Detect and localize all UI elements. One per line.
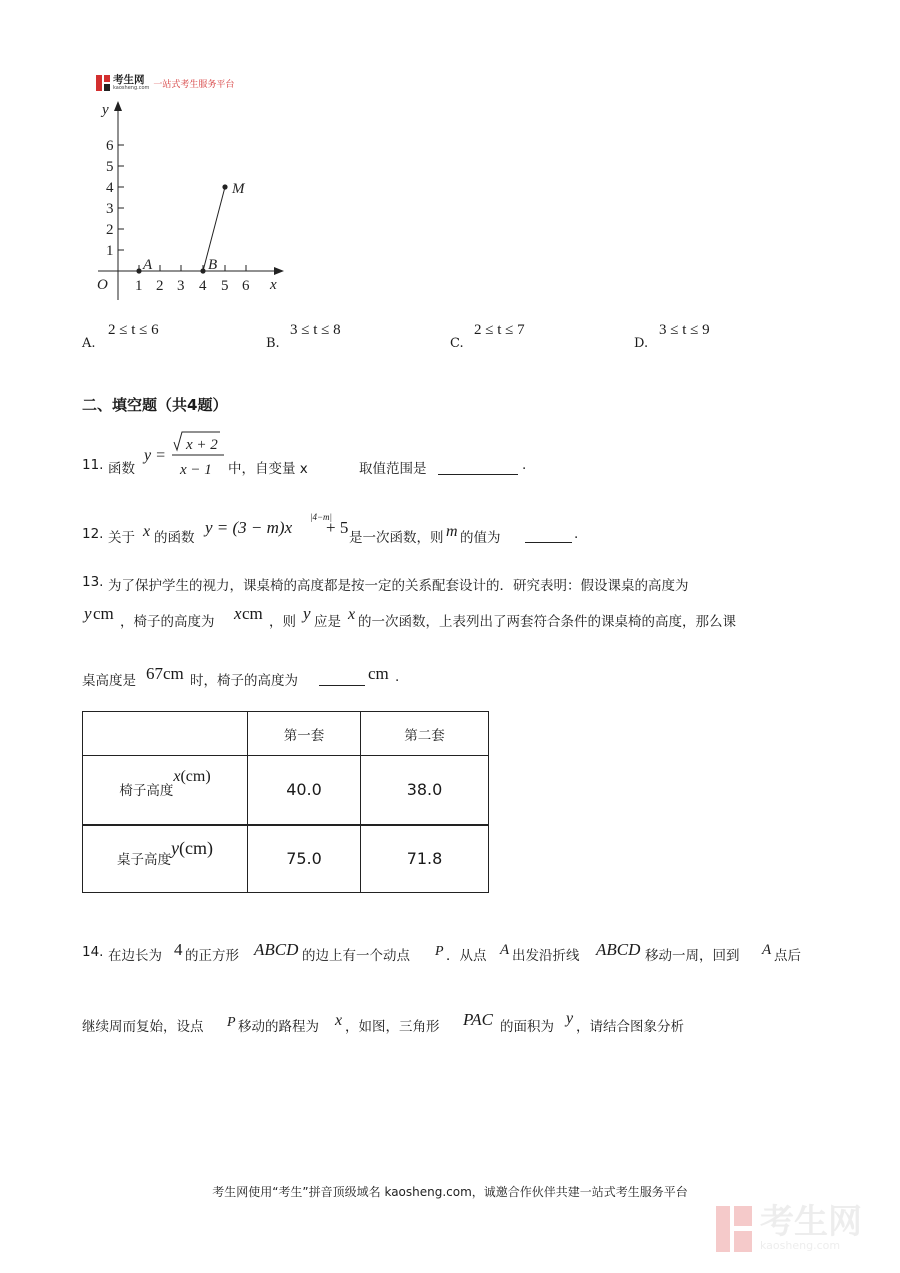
- q12-mid1: 的函数: [154, 530, 195, 546]
- row-unit: (cm): [179, 838, 213, 859]
- x-tick-label: 3: [177, 278, 185, 294]
- logo-brand-cn: 考生网: [113, 74, 145, 87]
- option-c-letter: C.: [450, 336, 464, 351]
- q14-abcd2: ABCD: [596, 940, 641, 959]
- row-var: y: [171, 838, 179, 859]
- row-label: 桌子高度: [117, 852, 171, 869]
- q14-line2-pac: PAC: [463, 1010, 493, 1029]
- row-label: 椅子高度: [119, 783, 174, 800]
- q12-post: 的值为: [460, 530, 501, 546]
- q14-c: 的边上有一个动点: [302, 948, 410, 964]
- q13-line2-b: ，则: [269, 614, 296, 630]
- y-tick-label: 6: [106, 138, 114, 154]
- y-axis-arrow-icon: [114, 101, 122, 111]
- option-b-letter: B.: [266, 336, 280, 351]
- coordinate-graph: [80, 95, 310, 310]
- q12-x: x: [143, 523, 151, 540]
- section-title: 二、填空题（共4题）: [82, 396, 228, 414]
- x-tick-label: 4: [199, 278, 207, 294]
- table-cell: 71.8: [361, 825, 489, 893]
- table-header-cell: [83, 712, 248, 756]
- y-tick-label: 3: [106, 201, 114, 217]
- point-m: [222, 184, 227, 189]
- question-13: [82, 572, 812, 692]
- q11-denominator: x − 1: [180, 462, 212, 478]
- question-14: [82, 938, 822, 1038]
- q12-exponent: |4−m|: [310, 512, 333, 522]
- watermark-en: kaosheng.com: [760, 1239, 841, 1252]
- q12-m: m: [446, 523, 458, 540]
- option-a-letter: A.: [82, 336, 96, 351]
- point-b-label: B: [208, 257, 218, 273]
- answer-options: [82, 322, 842, 356]
- logo-slogan: 一站式考生服务平台: [153, 79, 235, 90]
- q13-end: .: [395, 669, 400, 685]
- q14-number: 14.: [82, 944, 104, 960]
- q11-end: .: [522, 457, 527, 473]
- q13-height-value: 67cm: [146, 664, 184, 683]
- q13-y: y: [84, 604, 92, 623]
- q14-point-a2: A: [762, 942, 772, 958]
- q11-fraction: [170, 430, 226, 478]
- q14-line2-b: 移动的路程为: [238, 1019, 319, 1035]
- option-c-expr: 2 ≤ t ≤ 7: [474, 322, 525, 338]
- point-a: [136, 268, 141, 273]
- y-axis-label: y: [102, 102, 109, 118]
- q14-b: 的正方形: [185, 948, 239, 964]
- q14-f: 移动一周，回到: [645, 948, 740, 964]
- q14-a: 在边长为: [108, 948, 162, 964]
- x-tick-label: 6: [242, 278, 250, 294]
- table-row: [83, 825, 489, 893]
- table-header-cell: 第二套: [361, 712, 489, 756]
- table-cell: 38.0: [361, 756, 489, 825]
- point-a-label: A: [143, 257, 153, 273]
- q11-numerator: x + 2: [186, 437, 218, 453]
- table-cell: 40.0: [248, 756, 361, 825]
- header-logo: [96, 73, 234, 93]
- option-d-expr: 3 ≤ t ≤ 9: [659, 322, 710, 338]
- q13-line3-b: 时，椅子的高度为: [190, 673, 298, 689]
- y-tick-label: 5: [106, 159, 114, 175]
- x-axis-label: x: [270, 277, 277, 293]
- point-m-label: M: [232, 181, 245, 197]
- height-table: [82, 711, 489, 893]
- q11-number: 11.: [82, 457, 104, 473]
- q13-unit: cm: [368, 664, 389, 683]
- x-axis-arrow-icon: [274, 267, 284, 275]
- table-header-row: [83, 712, 489, 756]
- x-tick-label: 5: [221, 278, 229, 294]
- q11-post: 取值范围是: [359, 461, 427, 477]
- q14-abcd: ABCD: [254, 940, 299, 959]
- q13-line1: 为了保护学生的视力，课桌椅的高度都是按一定的关系配套设计的．研究表明：假设课桌的高度为: [108, 578, 689, 594]
- q14-line2-p: P: [227, 1015, 236, 1030]
- table-header-cell: 第一套: [248, 712, 361, 756]
- q11-answer-blank[interactable]: [438, 460, 518, 475]
- q14-line2-a: 继续周而复始，设点: [82, 1019, 204, 1035]
- q13-line2-a: ，椅子的高度为: [120, 614, 215, 630]
- q14-four: 4: [174, 940, 183, 959]
- table-row-label-cell: [83, 825, 248, 893]
- y-tick-label: 4: [106, 180, 114, 196]
- watermark-cn: 考生网: [760, 1202, 862, 1242]
- watermark-mark-icon: [716, 1206, 754, 1252]
- q14-point-a: A: [500, 942, 510, 958]
- watermark-logo: [716, 1202, 862, 1252]
- q13-x: x: [234, 604, 242, 623]
- option-d-letter: D.: [634, 336, 649, 351]
- table-cell: 75.0: [248, 825, 361, 893]
- q13-line2-c: 应是: [314, 614, 341, 630]
- q11-pre: 函数: [108, 461, 135, 477]
- y-tick-label: 2: [106, 222, 114, 238]
- point-b: [200, 268, 205, 273]
- q13-line3-a: 桌高度是: [82, 673, 136, 689]
- q13-answer-blank[interactable]: [319, 672, 365, 686]
- table-row-label-cell: [83, 756, 248, 825]
- q12-tail: + 5: [326, 518, 349, 537]
- q14-line2-d: 的面积为: [500, 1019, 554, 1035]
- page-footer: 考生网使用“考生”拼音顶级域名 kaosheng.com，诚邀合作伙伴共建一站式考生服务平台: [212, 1185, 688, 1199]
- q14-line2-e: ，请结合图象分析: [576, 1019, 684, 1035]
- q13-y2: y: [303, 604, 311, 623]
- q12-end: .: [574, 526, 579, 542]
- q14-p: P: [435, 944, 444, 959]
- q12-answer-blank[interactable]: [525, 528, 572, 543]
- option-b-expr: 3 ≤ t ≤ 8: [290, 322, 341, 338]
- row-unit: (cm): [180, 768, 211, 786]
- question-12: [82, 512, 802, 548]
- logo-mark-icon: [96, 75, 110, 91]
- q13-number: 13.: [82, 574, 104, 590]
- q12-pre: 关于: [108, 530, 135, 546]
- q11-y-eq: y =: [144, 447, 166, 464]
- table-row: [83, 756, 489, 825]
- x-tick-label: 1: [135, 278, 143, 294]
- row-var: x: [173, 768, 181, 786]
- q13-cm2: cm: [242, 604, 263, 623]
- q11-mid: 中，自变量 x: [228, 461, 308, 477]
- q13-x2: x: [348, 606, 356, 623]
- q14-d: ．从点: [446, 948, 487, 964]
- question-11: [82, 430, 782, 480]
- q14-g: 点后: [774, 948, 801, 964]
- x-tick-label: 2: [156, 278, 164, 294]
- q13-line2-d: 的一次函数，上表列出了两套符合条件的课桌椅的高度，那么课: [358, 614, 736, 630]
- y-tick-label: 1: [106, 243, 114, 259]
- q14-line2-c: ，如图，三角形: [345, 1019, 440, 1035]
- q12-number: 12.: [82, 526, 104, 542]
- logo-brand-en: kaosheng.com: [113, 84, 150, 91]
- q14-line2-x: x: [335, 1012, 343, 1029]
- q14-e: 出发沿折线: [512, 948, 580, 964]
- option-a-expr: 2 ≤ t ≤ 6: [108, 322, 159, 338]
- origin-label: O: [97, 277, 108, 293]
- q13-cm1: cm: [93, 604, 114, 623]
- q12-mid2: 是一次函数，则: [349, 530, 444, 546]
- q14-line2-y: y: [566, 1010, 574, 1027]
- q12-formula: y = (3 − m)x: [205, 518, 293, 537]
